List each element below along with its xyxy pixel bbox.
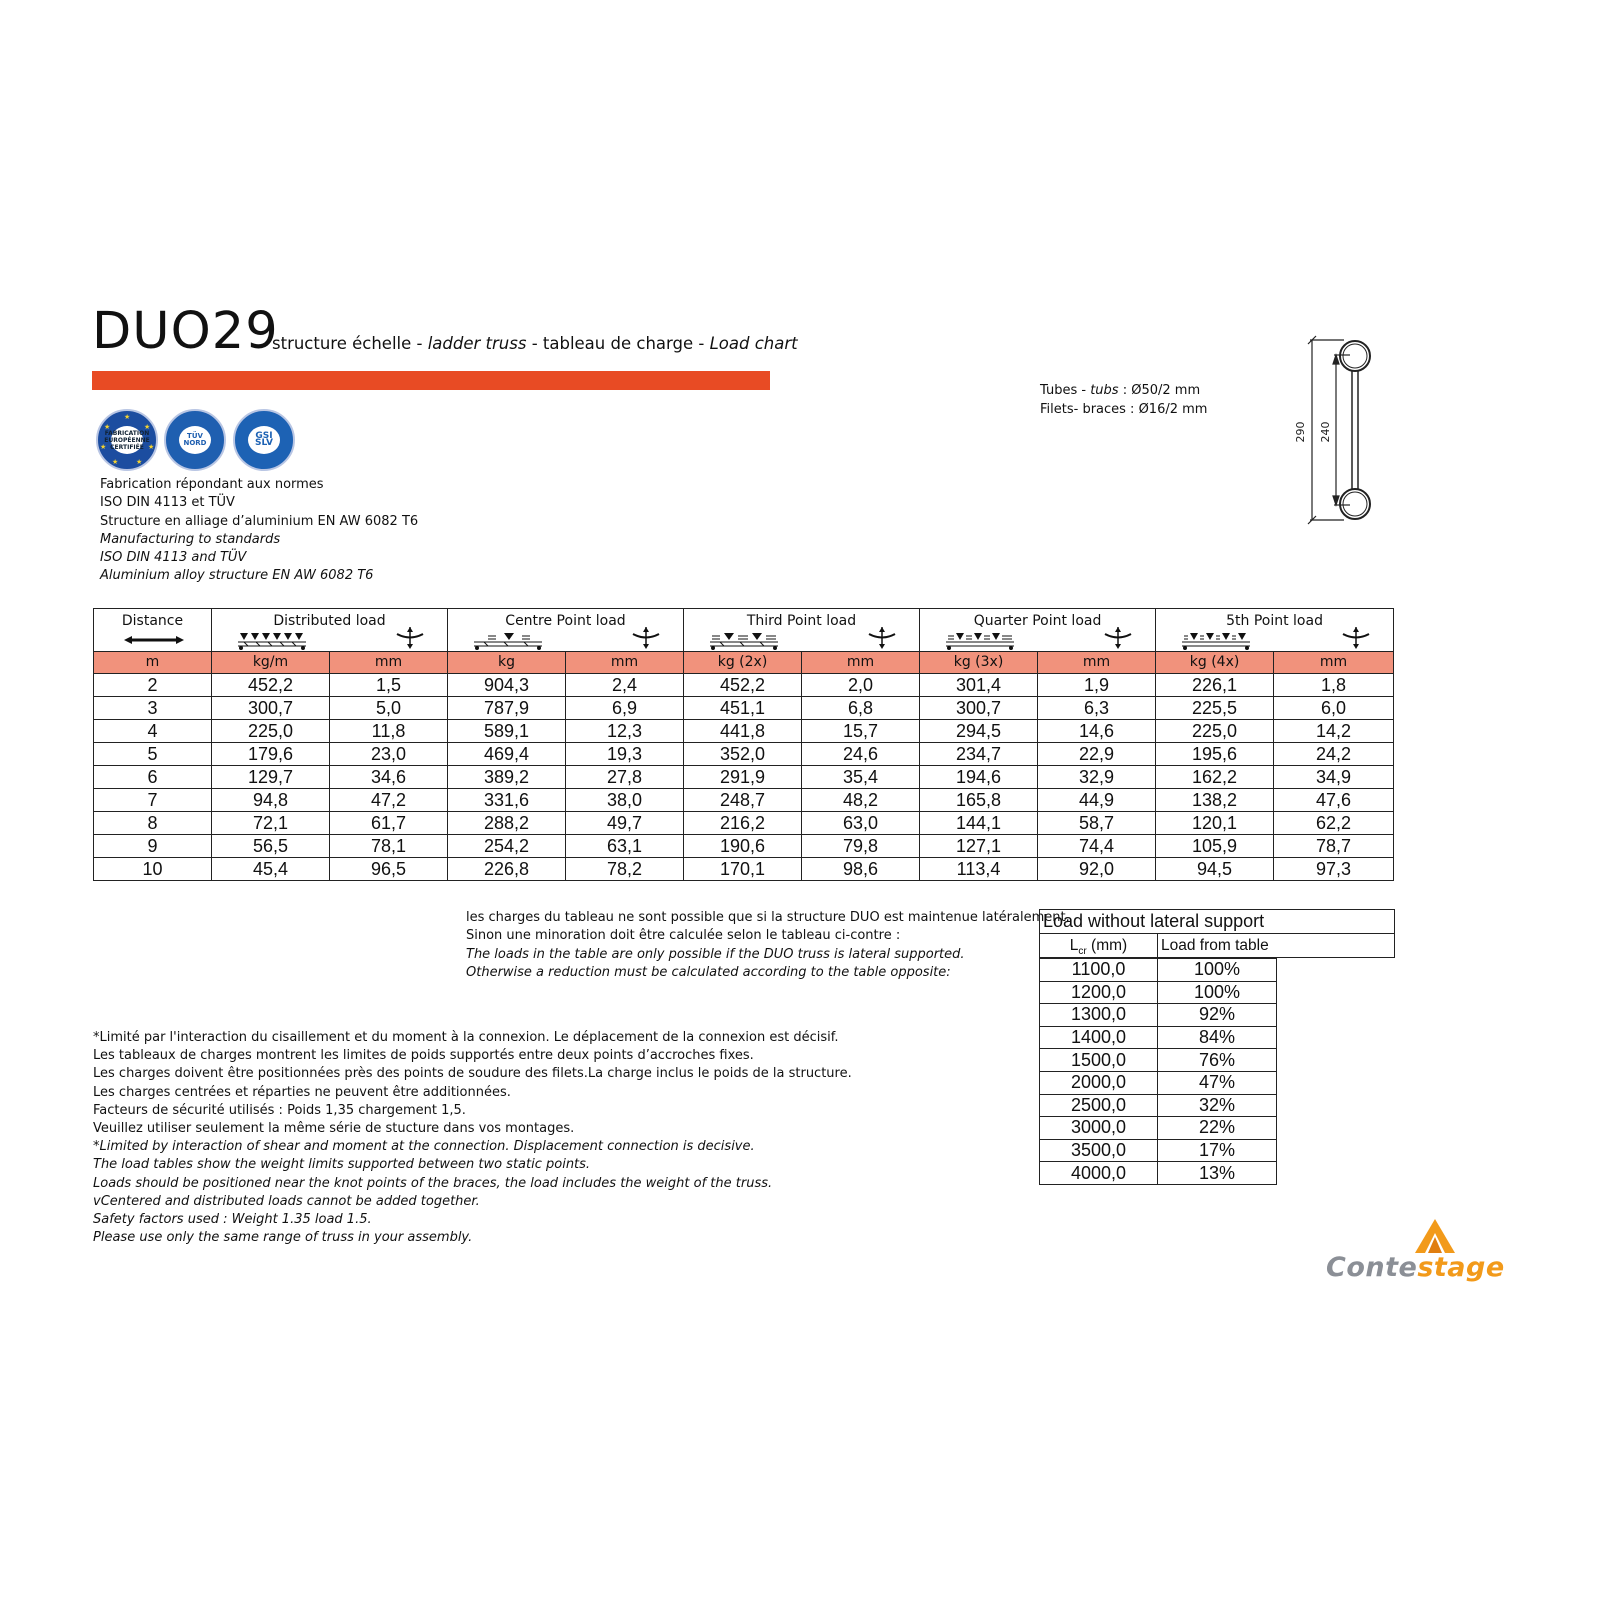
value-cell: 120,1	[1156, 812, 1274, 835]
fifth-point-load-icon	[1182, 631, 1254, 651]
value-cell: 452,2	[212, 674, 330, 697]
deflection-icon	[867, 627, 897, 649]
value-cell: 904,3	[448, 674, 566, 697]
footnote-line: Les charges doivent être positionnées près des points de soudure des filets.La charge inclus le poids de la structure.	[93, 1066, 852, 1082]
lcr-cell: 1200,0	[1040, 981, 1158, 1004]
units-row	[94, 652, 1394, 674]
value-cell: 78,7	[1274, 835, 1394, 858]
value-cell: 24,6	[802, 743, 920, 766]
distance-cell: 3	[94, 697, 212, 720]
value-cell: 301,4	[920, 674, 1038, 697]
centre-point-load-icon	[474, 631, 546, 651]
deflection-icon	[395, 627, 425, 649]
value-cell: 32,9	[1038, 766, 1156, 789]
tubes-spec: Tubes - tubs : Ø50/2 mm	[1040, 383, 1201, 398]
table-row	[94, 812, 1394, 835]
lateral-table-columns	[1040, 934, 1394, 957]
table-row	[94, 743, 1394, 766]
standards-line: ISO DIN 4113 and TÜV	[100, 550, 247, 566]
value-cell: 389,2	[448, 766, 566, 789]
load-table-body	[94, 674, 1394, 881]
fifth-point-load-header: 5th Point load	[1156, 609, 1394, 652]
table-row	[94, 766, 1394, 789]
unit-cell: kg	[448, 652, 566, 674]
table-row	[1040, 1004, 1277, 1027]
percent-cell: 32%	[1158, 1094, 1277, 1117]
value-cell: 63,1	[566, 835, 684, 858]
table-row	[94, 697, 1394, 720]
unit-cell: mm	[330, 652, 448, 674]
distributed-load-icon	[238, 631, 310, 651]
lateral-table-title: Load without lateral support	[1040, 910, 1394, 934]
footnote-line: Veuillez utiliser seulement la même série de stucture dans vos montages.	[93, 1121, 575, 1137]
value-cell: 48,2	[802, 789, 920, 812]
value-cell: 1,8	[1274, 674, 1394, 697]
outer-dimension: 290	[1294, 421, 1307, 443]
value-cell: 225,5	[1156, 697, 1274, 720]
value-cell: 144,1	[920, 812, 1038, 835]
distance-cell: 7	[94, 789, 212, 812]
value-cell: 469,4	[448, 743, 566, 766]
note-line: les charges du tableau ne sont possible que si la structure DUO est maintenue latéralement.	[466, 910, 1070, 925]
lcr-cell: 2000,0	[1040, 1071, 1158, 1094]
value-cell: 47,2	[330, 789, 448, 812]
percent-cell: 100%	[1158, 981, 1277, 1004]
value-cell: 94,8	[212, 789, 330, 812]
value-cell: 78,1	[330, 835, 448, 858]
distance-cell: 6	[94, 766, 212, 789]
percent-cell: 22%	[1158, 1117, 1277, 1140]
subtitle-part: - tableau de charge -	[526, 334, 710, 353]
value-cell: 352,0	[684, 743, 802, 766]
lateral-values-table	[1039, 958, 1277, 1185]
value-cell: 92,0	[1038, 858, 1156, 881]
standards-line: Aluminium alloy structure EN AW 6082 T6	[100, 568, 374, 584]
value-cell: 97,3	[1274, 858, 1394, 881]
quarter-point-load-header: Quarter Point load	[920, 609, 1156, 652]
title-accent-bar	[92, 371, 770, 390]
value-cell: 94,5	[1156, 858, 1274, 881]
value-cell: 11,8	[330, 720, 448, 743]
third-point-load-header: Third Point load	[684, 609, 920, 652]
value-cell: 138,2	[1156, 789, 1274, 812]
value-cell: 234,7	[920, 743, 1038, 766]
value-cell: 5,0	[330, 697, 448, 720]
deflection-icon	[1103, 627, 1133, 649]
distance-header: Distance	[94, 609, 212, 652]
value-cell: 56,5	[212, 835, 330, 858]
page-subtitle	[272, 334, 798, 354]
unit-cell: m	[94, 652, 212, 674]
percent-cell: 13%	[1158, 1162, 1277, 1185]
value-cell: 451,1	[684, 697, 802, 720]
footnote-line: *Limité par l'interaction du cisaillement et du moment à la connexion. Le déplacement de la connexion est décisif.	[93, 1030, 839, 1045]
value-cell: 1,9	[1038, 674, 1156, 697]
table-row	[1040, 1139, 1277, 1162]
distance-arrow-icon	[124, 635, 184, 645]
value-cell: 226,1	[1156, 674, 1274, 697]
value-cell: 441,8	[684, 720, 802, 743]
third-point-load-icon	[710, 631, 782, 651]
distance-cell: 2	[94, 674, 212, 697]
load-chart-table	[93, 608, 1394, 881]
lateral-support-note	[466, 909, 1070, 982]
value-cell: 62,2	[1274, 812, 1394, 835]
percent-cell: 100%	[1158, 959, 1277, 982]
value-cell: 38,0	[566, 789, 684, 812]
value-cell: 294,5	[920, 720, 1038, 743]
value-cell: 129,7	[212, 766, 330, 789]
value-cell: 113,4	[920, 858, 1038, 881]
value-cell: 34,6	[330, 766, 448, 789]
distance-cell: 8	[94, 812, 212, 835]
value-cell: 34,9	[1274, 766, 1394, 789]
braces-spec: Filets- braces : Ø16/2 mm	[1040, 401, 1208, 417]
value-cell: 291,9	[684, 766, 802, 789]
value-cell: 225,0	[1156, 720, 1274, 743]
unit-cell: mm	[1274, 652, 1394, 674]
standards-line: Fabrication répondant aux normes	[100, 477, 324, 492]
value-cell: 190,6	[684, 835, 802, 858]
unit-cell: mm	[1038, 652, 1156, 674]
footnote-line: Please use only the same range of truss in your assembly.	[93, 1230, 473, 1246]
value-cell: 35,4	[802, 766, 920, 789]
value-cell: 14,2	[1274, 720, 1394, 743]
table-row	[1040, 1094, 1277, 1117]
eu-certified-badge-icon: ★ ★ ★ ★ ★ ★ ★ FABRICATION EUROPÉENNE CERTIFIÉE	[96, 409, 158, 471]
distance-cell: 4	[94, 720, 212, 743]
table-row	[1040, 959, 1277, 982]
distance-cell: 9	[94, 835, 212, 858]
footnotes	[93, 1029, 852, 1247]
centre-point-load-header: Centre Point load	[448, 609, 684, 652]
table-row	[1040, 981, 1277, 1004]
value-cell: 288,2	[448, 812, 566, 835]
standards-line: Manufacturing to standards	[100, 531, 281, 547]
standards-line: Structure en alliage d’aluminium EN AW 6082 T6	[100, 513, 419, 529]
value-cell: 2,0	[802, 674, 920, 697]
value-cell: 787,9	[448, 697, 566, 720]
footnote-line: Safety factors used : Weight 1.35 load 1.5.	[93, 1212, 372, 1228]
table-header-row	[94, 609, 1394, 652]
deflection-icon	[631, 627, 661, 649]
value-cell: 14,6	[1038, 720, 1156, 743]
value-cell: 331,6	[448, 789, 566, 812]
note-line: Sinon une minoration doit être calculée selon le tableau ci-contre :	[466, 928, 901, 944]
value-cell: 45,4	[212, 858, 330, 881]
table-row	[1040, 1071, 1277, 1094]
table-row	[94, 835, 1394, 858]
note-line: The loads in the table are only possible if the DUO truss is lateral supported.	[466, 946, 965, 962]
truss-section-drawing	[1288, 332, 1398, 528]
lcr-cell: 2500,0	[1040, 1094, 1158, 1117]
value-cell: 6,9	[566, 697, 684, 720]
inner-dimension: 240	[1319, 421, 1332, 443]
subtitle-part: Load chart	[709, 334, 798, 353]
load-from-table-column-header: Load from table	[1161, 937, 1269, 954]
footnote-line: Les tableaux de charges montrent les limites de poids supportés entre deux points d’accroches fixes.	[93, 1048, 754, 1064]
value-cell: 225,0	[212, 720, 330, 743]
lateral-table-header	[1039, 909, 1395, 958]
value-cell: 49,7	[566, 812, 684, 835]
value-cell: 216,2	[684, 812, 802, 835]
value-cell: 6,0	[1274, 697, 1394, 720]
value-cell: 170,1	[684, 858, 802, 881]
value-cell: 300,7	[920, 697, 1038, 720]
value-cell: 15,7	[802, 720, 920, 743]
distance-cell: 10	[94, 858, 212, 881]
value-cell: 96,5	[330, 858, 448, 881]
footnote-line: Loads should be positioned near the knot points of the braces, the load includes the weight of the truss.	[93, 1175, 773, 1191]
value-cell: 105,9	[1156, 835, 1274, 858]
standards-text	[100, 476, 418, 586]
footnote-line: *Limited by interaction of shear and moment at the connection. Displacement connection is decisive.	[93, 1139, 755, 1155]
footnote-line: vCentered and distributed loads cannot be added together.	[93, 1193, 480, 1209]
value-cell: 179,6	[212, 743, 330, 766]
contestage-logo-icon	[1415, 1219, 1455, 1253]
value-cell: 6,3	[1038, 697, 1156, 720]
value-cell: 165,8	[920, 789, 1038, 812]
value-cell: 248,7	[684, 789, 802, 812]
unit-cell: mm	[802, 652, 920, 674]
value-cell: 44,9	[1038, 789, 1156, 812]
standards-line: ISO DIN 4113 et TÜV	[100, 495, 235, 511]
unit-cell: kg/m	[212, 652, 330, 674]
percent-cell: 76%	[1158, 1049, 1277, 1072]
unit-cell: kg (2x)	[684, 652, 802, 674]
lcr-column-header: $L_{cr}$ (mm)	[1040, 934, 1158, 957]
unit-cell: kg (3x)	[920, 652, 1038, 674]
footnote-line: The load tables show the weight limits supported between two static points.	[93, 1157, 591, 1173]
value-cell: 72,1	[212, 812, 330, 835]
table-row	[94, 858, 1394, 881]
percent-cell: 47%	[1158, 1071, 1277, 1094]
value-cell: 22,9	[1038, 743, 1156, 766]
value-cell: 98,6	[802, 858, 920, 881]
lcr-cell: 1500,0	[1040, 1049, 1158, 1072]
table-row	[94, 720, 1394, 743]
tuv-nord-badge-icon	[164, 409, 226, 471]
gsi-slv-badge-icon	[233, 409, 295, 471]
lcr-cell: 4000,0	[1040, 1162, 1158, 1185]
footnote-line: Facteurs de sécurité utilisés : Poids 1,35 chargement 1,5.	[93, 1102, 466, 1118]
value-cell: 12,3	[566, 720, 684, 743]
page-title: DUO29	[92, 302, 279, 361]
value-cell: 589,1	[448, 720, 566, 743]
table-row	[1040, 1162, 1277, 1185]
deflection-icon	[1341, 627, 1371, 649]
subtitle-part: structure échelle -	[272, 334, 428, 353]
value-cell: 6,8	[802, 697, 920, 720]
table-row	[1040, 1117, 1277, 1140]
value-cell: 19,3	[566, 743, 684, 766]
value-cell: 1,5	[330, 674, 448, 697]
lcr-cell: 1300,0	[1040, 1004, 1158, 1027]
lcr-cell: 3500,0	[1040, 1139, 1158, 1162]
value-cell: 162,2	[1156, 766, 1274, 789]
unit-cell: kg (4x)	[1156, 652, 1274, 674]
value-cell: 2,4	[566, 674, 684, 697]
table-row	[1040, 1049, 1277, 1072]
value-cell: 194,6	[920, 766, 1038, 789]
value-cell: 23,0	[330, 743, 448, 766]
value-cell: 452,2	[684, 674, 802, 697]
lateral-support-table	[1039, 909, 1395, 1185]
unit-cell: mm	[566, 652, 684, 674]
badge-text: TÜV NORD	[179, 426, 211, 454]
lcr-cell: 1100,0	[1040, 959, 1158, 982]
table-row	[1040, 1026, 1277, 1049]
percent-cell: 84%	[1158, 1026, 1277, 1049]
value-cell: 195,6	[1156, 743, 1274, 766]
quarter-point-load-icon	[946, 631, 1018, 651]
badge-text: FABRICATION EUROPÉENNE CERTIFIÉE	[111, 426, 143, 454]
footnote-line: Les charges centrées et réparties ne peuvent être additionnées.	[93, 1084, 511, 1100]
table-row	[94, 674, 1394, 697]
table-row	[94, 789, 1394, 812]
tube-specs	[1040, 382, 1207, 419]
subtitle-part: ladder truss	[427, 334, 527, 353]
value-cell: 254,2	[448, 835, 566, 858]
value-cell: 127,1	[920, 835, 1038, 858]
badge-text: GSI SLV	[248, 426, 280, 454]
distributed-load-header: Distributed load	[212, 609, 448, 652]
note-line: Otherwise a reduction must be calculated according to the table opposite:	[466, 964, 951, 980]
lcr-cell: 1400,0	[1040, 1026, 1158, 1049]
value-cell: 24,2	[1274, 743, 1394, 766]
percent-cell: 17%	[1158, 1139, 1277, 1162]
value-cell: 61,7	[330, 812, 448, 835]
percent-cell: 92%	[1158, 1004, 1277, 1027]
value-cell: 27,8	[566, 766, 684, 789]
distance-cell: 5	[94, 743, 212, 766]
value-cell: 74,4	[1038, 835, 1156, 858]
value-cell: 58,7	[1038, 812, 1156, 835]
value-cell: 300,7	[212, 697, 330, 720]
value-cell: 226,8	[448, 858, 566, 881]
contestage-logo: Contestage	[1326, 1252, 1505, 1283]
value-cell: 63,0	[802, 812, 920, 835]
value-cell: 78,2	[566, 858, 684, 881]
value-cell: 79,8	[802, 835, 920, 858]
lcr-cell: 3000,0	[1040, 1117, 1158, 1140]
value-cell: 47,6	[1274, 789, 1394, 812]
